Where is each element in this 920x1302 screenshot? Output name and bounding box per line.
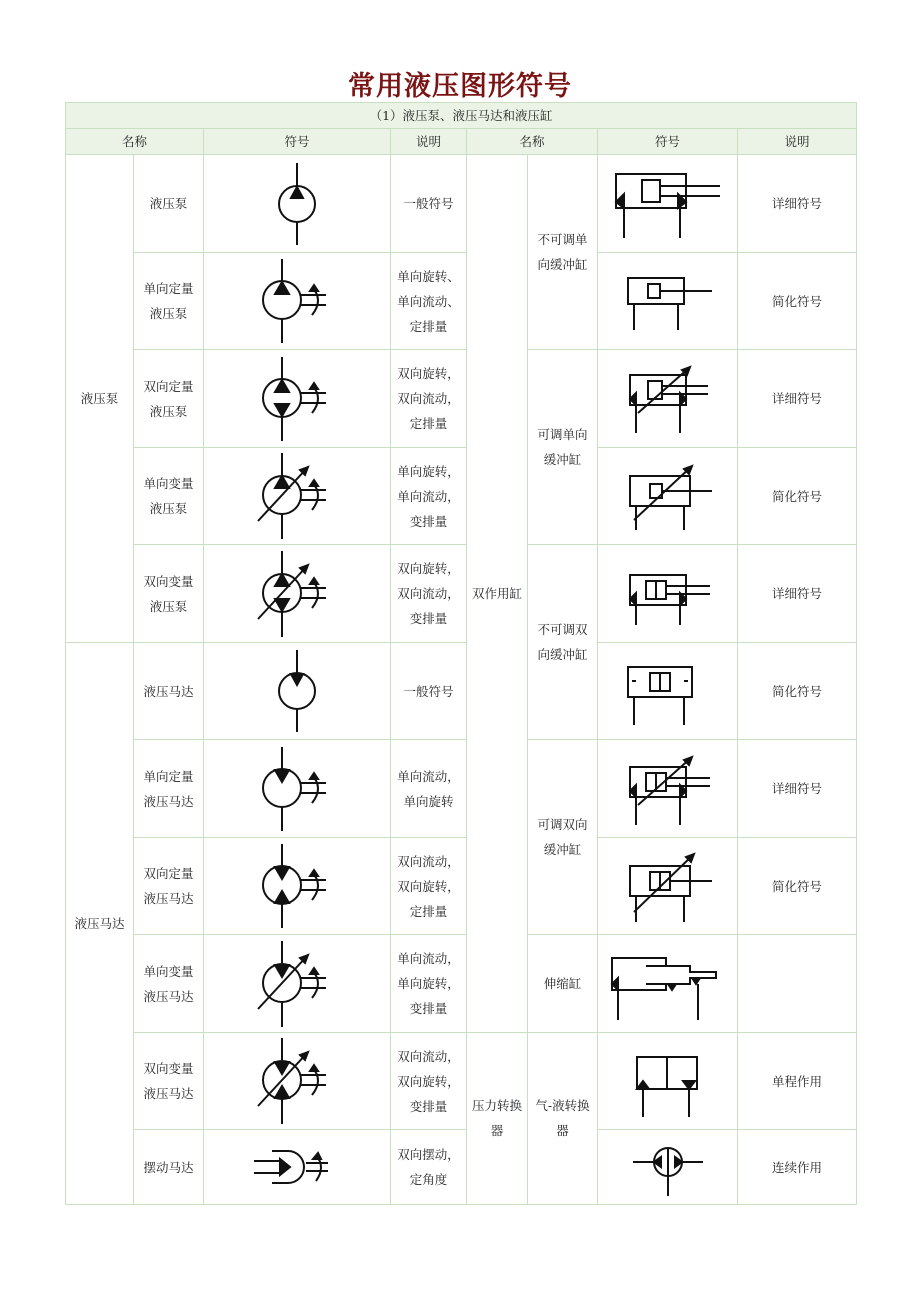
row-name: 双向定量 液压马达 [134,837,204,935]
sub-type: 可调双向 缓冲缸 [528,740,598,935]
symbol-cylinder [598,155,738,253]
row-desc: 简化符号 [738,642,857,740]
symbol-converter-continuous [598,1130,738,1205]
row-desc: 一般符号 [391,642,467,740]
row-name: 单向变量 液压马达 [134,935,204,1033]
symbol-pump-uni-variable [204,447,391,545]
row-desc: 单向流动， 单向旋转 [391,740,467,838]
symbol-cylinder [598,252,738,350]
header-name-right: 名称 [467,129,598,155]
row-desc: 双向摆动， 定角度 [391,1130,467,1205]
symbol-pump-bi-fixed [204,350,391,448]
row-name: 双向变量 液压马达 [134,1032,204,1130]
row-name: 摆动马达 [134,1130,204,1205]
row-desc: 详细符号 [738,545,857,643]
symbol-cylinder [598,545,738,643]
header-symbol-right: 符号 [598,129,738,155]
sub-type: 气-液转换 器 [528,1032,598,1204]
symbol-cylinder [598,350,738,448]
page-title: 常用液压图形符号 [348,71,572,102]
row-desc: 双向流动， 双向旋转， 变排量 [391,1032,467,1130]
row-desc: 连续作用 [738,1130,857,1205]
section-caption: （1）液压泵、液压马达和液压缸 [66,103,857,129]
header-desc-left: 说明 [391,129,467,155]
row-name: 单向变量 液压泵 [134,447,204,545]
row-name: 单向定量 液压马达 [134,740,204,838]
symbol-cylinder [598,740,738,838]
symbol-cylinder [598,837,738,935]
symbol-pump-bi-variable [204,545,391,643]
row-desc: 简化符号 [738,252,857,350]
row-desc [738,935,857,1033]
row-desc: 简化符号 [738,447,857,545]
row-desc: 单向旋转、 单向流动、 定排量 [391,252,467,350]
symbol-telescopic-cylinder [598,935,738,1033]
header-desc-right: 说明 [738,129,857,155]
sub-type: 可调单向 缓冲缸 [528,350,598,545]
row-name: 液压马达 [134,642,204,740]
symbol-motor-bi-variable [204,1032,391,1130]
row-desc: 详细符号 [738,350,857,448]
hydraulic-symbols-table [65,102,857,1205]
row-name: 单向定量 液压泵 [134,252,204,350]
symbol-motor-uni-variable [204,935,391,1033]
sub-type: 不可调双 向缓冲缸 [528,545,598,740]
header-name-left: 名称 [66,129,204,155]
group-pressure-converter: 压力转换 器 [467,1032,528,1204]
row-desc: 详细符号 [738,155,857,253]
sub-type: 不可调单 向缓冲缸 [528,155,598,350]
row-desc: 一般符号 [391,155,467,253]
row-desc: 详细符号 [738,740,857,838]
group-double-acting: 双作用缸 [467,155,528,1033]
group-motor: 液压马达 [66,642,134,1204]
row-desc: 双向旋转， 双向流动， 定排量 [391,350,467,448]
row-desc: 单向流动， 单向旋转， 变排量 [391,935,467,1033]
symbol-converter-single [598,1032,738,1130]
symbol-motor-general [204,642,391,740]
symbol-swing-motor [204,1130,391,1205]
header-symbol-left: 符号 [204,129,391,155]
row-name: 液压泵 [134,155,204,253]
row-desc: 单程作用 [738,1032,857,1130]
symbol-motor-bi-fixed [204,837,391,935]
row-desc: 简化符号 [738,837,857,935]
sub-type: 伸缩缸 [528,935,598,1033]
row-desc: 双向流动， 双向旋转， 定排量 [391,837,467,935]
row-name: 双向变量 液压泵 [134,545,204,643]
symbol-pump-uni-fixed [204,252,391,350]
symbol-cylinder [598,447,738,545]
row-desc: 双向旋转， 双向流动， 变排量 [391,545,467,643]
row-name: 双向定量 液压泵 [134,350,204,448]
symbol-pump-general [204,155,391,253]
symbol-motor-uni-fixed [204,740,391,838]
symbol-cylinder [598,642,738,740]
group-pump: 液压泵 [66,155,134,643]
row-desc: 单向旋转， 单向流动， 变排量 [391,447,467,545]
